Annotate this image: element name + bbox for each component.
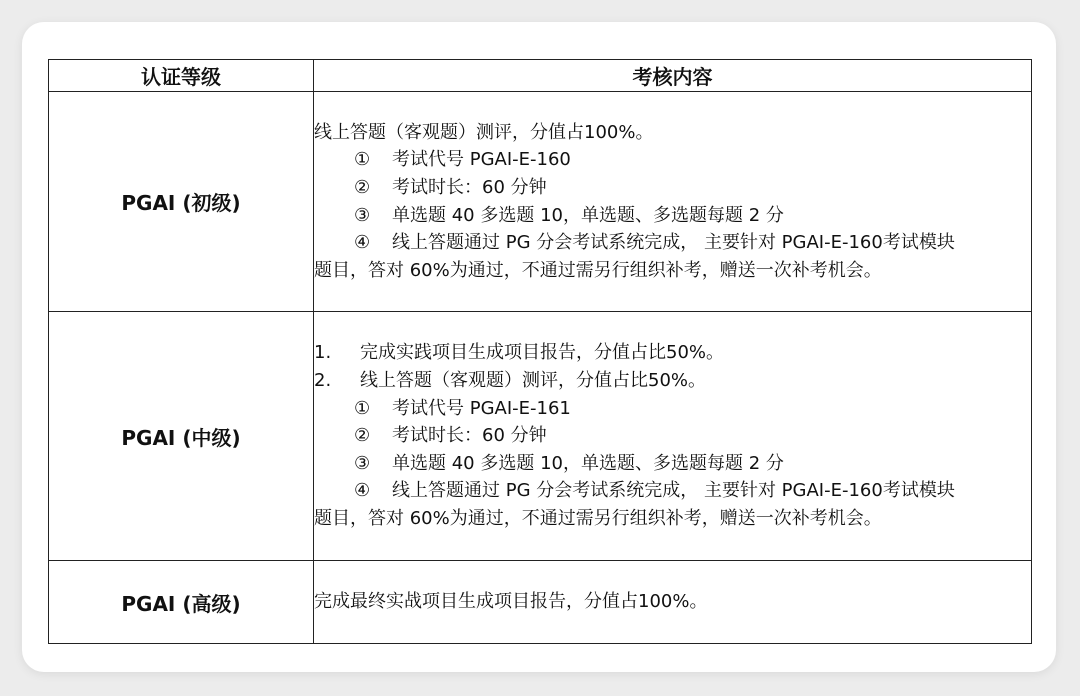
content-line (314, 450, 1031, 478)
list-marker: ② (354, 176, 371, 198)
content-line: 完成最终实战项目生成项目报告，分值占100%。 (314, 591, 708, 613)
line-text: 线上答题通过 PG 分会考试系统完成， 主要针对 PGAI-E-160考试模块 (392, 232, 955, 254)
line-text: 单选题 40 多选题 10，单选题、多选题每题 2 分 (392, 204, 784, 226)
line-text: 完成实践项目生成项目报告，分值占比50%。 (360, 342, 725, 364)
content-cell (314, 312, 1032, 561)
content-line (314, 202, 1031, 230)
line-text: 考试时长：60 分钟 (392, 176, 547, 198)
list-marker: ④ (354, 232, 371, 254)
certification-table (48, 59, 1032, 644)
table-header-row (49, 60, 1032, 92)
content-line (314, 174, 1031, 202)
list-number: 2. (314, 370, 332, 392)
header-content: 考核内容 (314, 60, 1032, 92)
list-marker: ④ (354, 480, 371, 502)
level-cell: PGAI (高级) (49, 561, 314, 644)
line-text: 线上答题（客观题）测评，分值占比50%。 (360, 370, 707, 392)
content-cell (314, 92, 1032, 312)
line-text: 考试代号 PGAI-E-161 (392, 397, 571, 419)
line-text: 单选题 40 多选题 10，单选题、多选题每题 2 分 (392, 452, 784, 474)
list-marker: ② (354, 425, 371, 447)
table-row (49, 561, 1032, 644)
content-line: 题目，答对 60%为通过，不通过需另行组织补考，赠送一次补考机会。 (314, 507, 882, 529)
list-marker: ① (354, 149, 371, 171)
content-line (314, 395, 1031, 423)
header-level: 认证等级 (49, 60, 314, 92)
table-row (49, 312, 1032, 561)
content-line (314, 367, 1031, 395)
list-marker: ③ (354, 204, 371, 226)
content-cell (314, 561, 1032, 644)
list-number: 1. (314, 342, 332, 364)
line-text: 考试代号 PGAI-E-160 (392, 149, 571, 171)
content-line (314, 339, 1031, 367)
level-cell: PGAI (初级) (49, 92, 314, 312)
content-line (314, 229, 1031, 257)
content-line (314, 477, 1031, 505)
line-text: 考试时长：60 分钟 (392, 425, 547, 447)
content-line: 题目，答对 60%为通过，不通过需另行组织补考，赠送一次补考机会。 (314, 259, 882, 281)
content-line (314, 146, 1031, 174)
line-text: 线上答题通过 PG 分会考试系统完成， 主要针对 PGAI-E-160考试模块 (392, 480, 955, 502)
list-marker: ③ (354, 452, 371, 474)
content-line: 线上答题（客观题）测评，分值占100%。 (314, 121, 654, 143)
table-row (49, 92, 1032, 312)
level-cell: PGAI (中级) (49, 312, 314, 561)
list-marker: ① (354, 397, 371, 419)
content-line (314, 422, 1031, 450)
